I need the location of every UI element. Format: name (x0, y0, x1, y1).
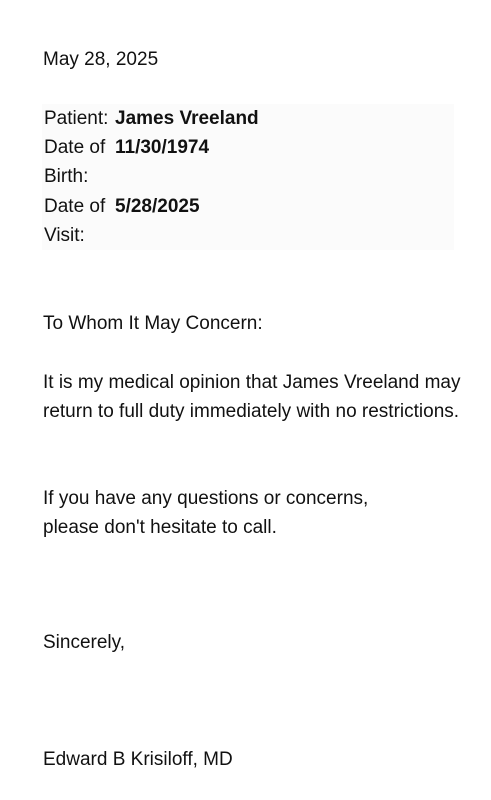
signature-name: Edward B Krisiloff, MD (43, 749, 233, 770)
dob-row (42, 133, 454, 191)
patient-row (42, 104, 454, 133)
questions-paragraph: If you have any questions or concerns, please don't hesitate to call. (43, 488, 369, 538)
visit-value: 5/28/2025 (115, 195, 200, 217)
closing: Sincerely, (43, 632, 126, 653)
dob-label: Date of Birth: (44, 137, 106, 188)
dob-value: 11/30/1974 (115, 137, 210, 159)
opinion-paragraph: It is my medical opinion that James Vreeland may return to full duty immediately with no restrictions. (43, 372, 461, 422)
visit-label: Date of Visit: (44, 195, 106, 246)
letter-date: May 28, 2025 (43, 49, 159, 70)
patient-label: Patient: (44, 108, 109, 129)
patient-name: James Vreeland (115, 108, 259, 129)
greeting: To Whom It May Concern: (43, 313, 263, 334)
visit-row (42, 192, 454, 250)
patient-info-table (42, 104, 454, 250)
